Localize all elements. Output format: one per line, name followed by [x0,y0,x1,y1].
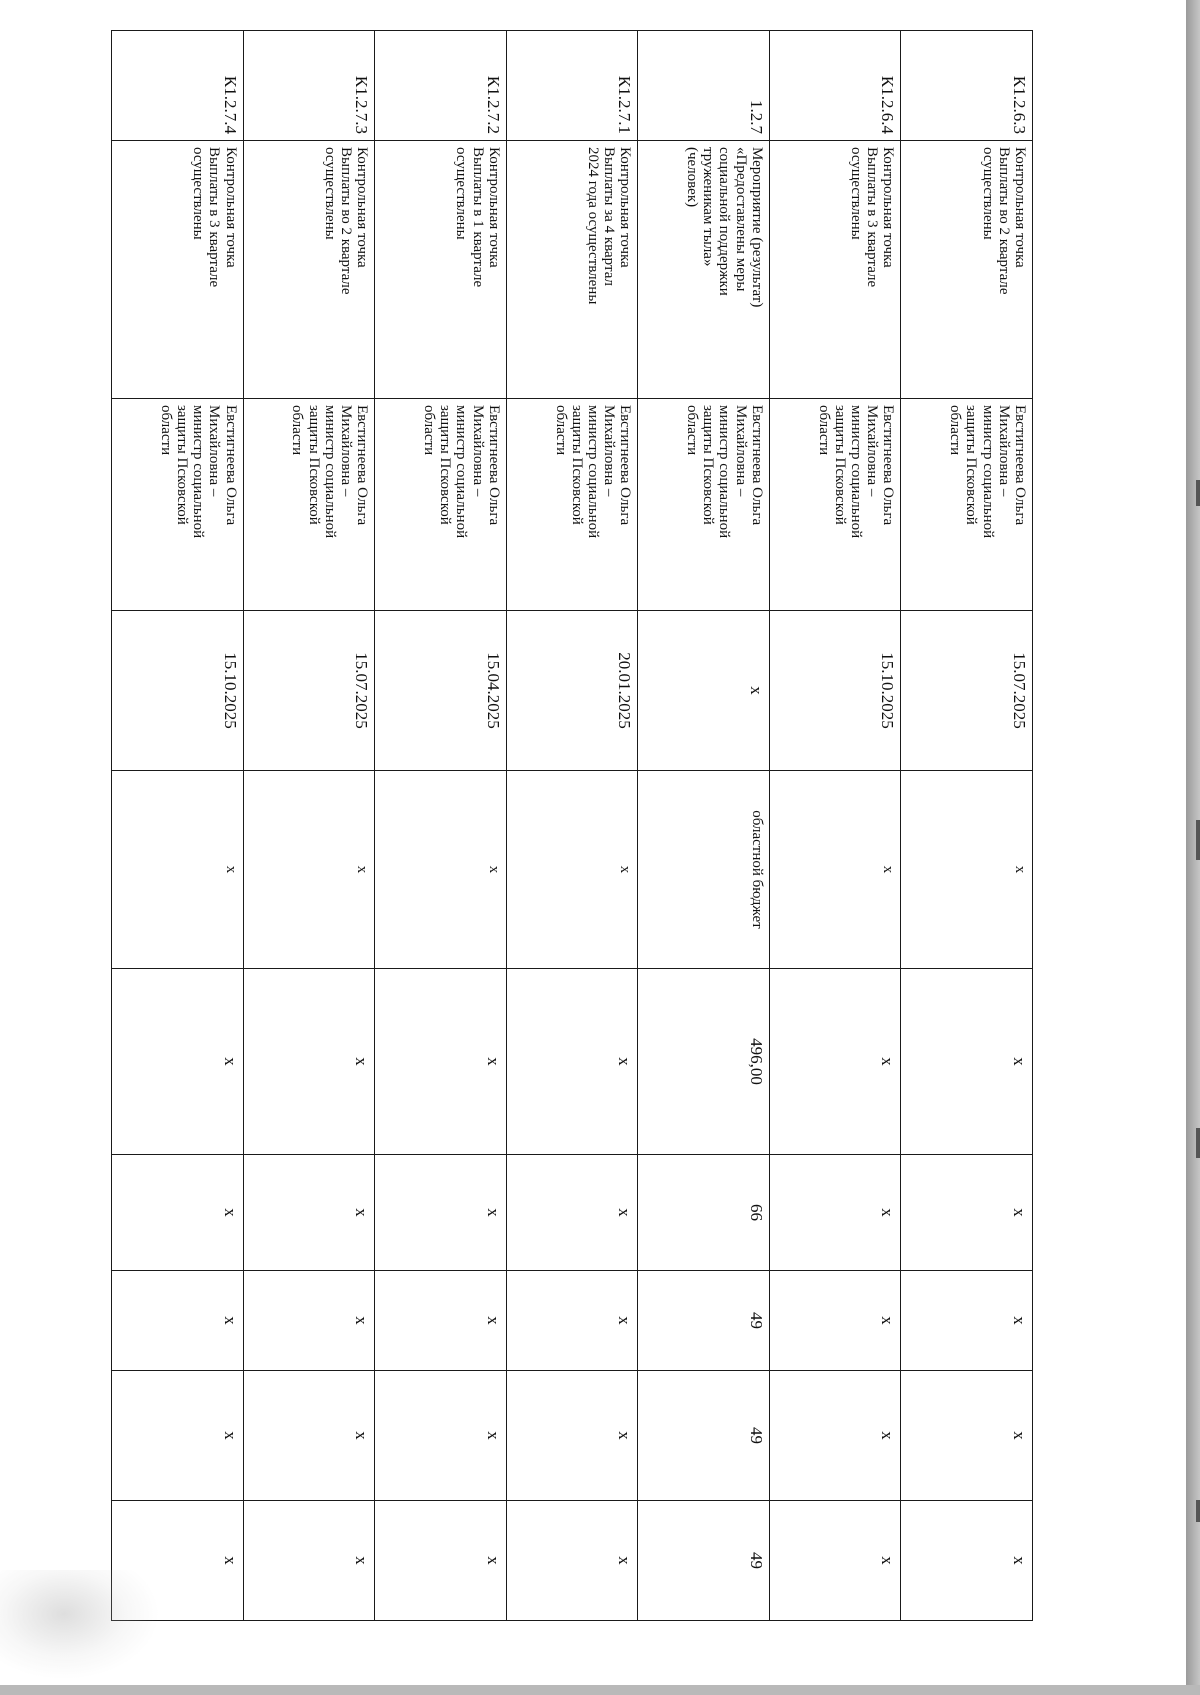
row-value-4: х [375,1501,507,1621]
row-code: К1.2.6.4 [769,31,901,141]
row-name-line: осуществлены [453,147,470,240]
row-responsible-line: министр социальной [848,405,865,539]
scan-mark [1196,480,1200,506]
row-value-3: х [112,1371,244,1501]
row-code: 1.2.7 [638,31,770,141]
row-responsible-line: защиты Псковской [305,405,322,525]
row-name-line: осуществлены [321,147,338,240]
row-name [901,141,1033,399]
table-body [112,31,1033,1621]
table-row [769,31,901,1621]
row-value-2: х [901,1271,1033,1371]
row-name-line: Контрольная точка [354,147,371,268]
row-amount: 496,00 [638,969,770,1155]
scan-mark [1196,1128,1200,1158]
row-name [112,141,244,399]
row-date: 15.04.2025 [375,611,507,771]
row-responsible [506,399,638,611]
table-row [506,31,638,1621]
row-value-1: х [375,1155,507,1271]
row-value-2: х [769,1271,901,1371]
row-responsible-line: Михайловна – [732,405,749,497]
row-responsible-line: области [289,405,306,456]
row-date: 15.10.2025 [769,611,901,771]
row-responsible-line: области [947,405,964,456]
row-name-line: Выплаты во 2 квартале [338,147,354,295]
row-funding-source: х [243,771,375,969]
row-name-line: (человек) [684,147,701,208]
row-name-line: Мероприятие (результат) [748,147,765,308]
row-responsible-line: защиты Псковской [700,405,717,525]
row-value-2: 49 [638,1271,770,1371]
row-responsible-line: Евстигнеева Ольга [1012,405,1028,526]
row-value-1: х [243,1155,375,1271]
row-responsible-line: министр социальной [190,405,207,539]
row-name [769,141,901,399]
scan-mark [1196,1500,1200,1522]
table-row [638,31,770,1621]
row-responsible-line: области [815,405,832,456]
row-responsible [769,399,901,611]
row-name-line: «Предоставлены меры [732,147,749,292]
row-responsible-line: Михайловна – [338,405,354,497]
table-row [112,31,244,1621]
row-amount: х [769,969,901,1155]
row-date: х [638,611,770,771]
row-responsible-line: Михайловна – [601,405,618,497]
row-value-3: х [506,1371,638,1501]
row-name-line: социальной поддержки [716,147,733,296]
row-name-line: осуществлены [190,147,207,240]
row-name-line: Контрольная точка [1012,147,1028,268]
row-responsible-line: министр социальной [979,405,996,539]
row-value-4: х [243,1501,375,1621]
row-value-2: х [375,1271,507,1371]
plan-table [111,30,1033,1621]
table-row [901,31,1033,1621]
row-name-line: Выплаты во 2 квартале [995,147,1012,295]
table-row [243,31,375,1621]
row-responsible-line: области [157,405,174,456]
row-responsible-line: Евстигнеева Ольга [354,405,371,526]
row-funding-source: областной бюджет [638,771,770,969]
row-responsible-line: Михайловна – [206,405,223,497]
row-value-3: х [243,1371,375,1501]
row-funding-source: х [506,771,638,969]
row-responsible-line: министр социальной [453,405,470,539]
row-responsible [901,399,1033,611]
row-responsible-line: министр социальной [584,405,601,539]
row-date: 15.10.2025 [112,611,244,771]
row-name [375,141,507,399]
row-name-line: Контрольная точка [485,147,502,268]
rotated-table-frame [111,30,1033,1620]
row-value-4: х [769,1501,901,1621]
row-value-2: х [112,1271,244,1371]
table-row [375,31,507,1621]
row-date: 15.07.2025 [901,611,1033,771]
row-responsible-line: области [421,405,437,456]
row-code: К1.2.7.2 [375,31,507,141]
row-code: К1.2.7.4 [112,31,244,141]
row-name-line: Контрольная точка [222,147,239,268]
row-value-1: х [769,1155,901,1271]
row-responsible-line: Евстигнеева Ольга [880,405,897,526]
row-name-line: осуществлены [848,147,865,240]
row-responsible-line: защиты Псковской [174,405,191,525]
row-responsible-line: министр социальной [716,405,733,539]
row-value-1: х [506,1155,638,1271]
row-value-2: х [506,1271,638,1371]
row-responsible-line: Михайловна – [864,405,881,497]
row-code: К1.2.7.1 [506,31,638,141]
row-value-1: 66 [638,1155,770,1271]
row-responsible-line: области [552,405,569,456]
row-responsible-line: Евстигнеева Ольга [222,405,239,526]
row-responsible-line: защиты Псковской [963,405,980,525]
row-value-3: х [375,1371,507,1501]
row-value-3: х [769,1371,901,1501]
row-name [638,141,770,399]
row-funding-source: х [901,771,1033,969]
scan-smudge [0,1570,160,1680]
row-responsible-line: Евстигнеева Ольга [485,405,502,526]
row-amount: х [112,969,244,1155]
row-responsible-line: области [684,405,701,456]
row-value-4: х [901,1501,1033,1621]
row-responsible-line: Михайловна – [469,405,486,497]
scanner-edge-bottom [0,1685,1200,1695]
row-value-3: х [901,1371,1033,1501]
row-name-line: Выплаты за 4 квартал [601,147,618,286]
row-value-2: х [243,1271,375,1371]
row-name [243,141,375,399]
row-name-line: осуществлены [979,147,996,240]
row-responsible-line: защиты Псковской [831,405,848,525]
row-value-3: 49 [638,1371,770,1501]
row-name-line: 2024 года осуществлены [584,147,601,305]
row-amount: х [901,969,1033,1155]
row-code: К1.2.7.3 [243,31,375,141]
row-responsible-line: Михайловна – [995,405,1012,497]
row-name-line: Контрольная точка [880,147,897,268]
row-value-4: 49 [638,1501,770,1621]
row-amount: х [375,969,507,1155]
row-responsible-line: защиты Псковской [437,405,454,525]
row-responsible-line: Евстигнеева Ольга [617,405,634,526]
row-responsible [375,399,507,611]
row-name-line: Выплаты в 3 квартале [864,147,881,288]
row-responsible-line: министр социальной [321,405,338,539]
row-name-line: труженикам тыла» [700,147,717,267]
row-name-line: Выплаты в 1 квартале [469,147,486,288]
row-name [506,141,638,399]
row-funding-source: х [375,771,507,969]
row-name-line: Контрольная точка [617,147,634,268]
row-date: 15.07.2025 [243,611,375,771]
scan-mark [1196,820,1200,860]
row-value-1: х [901,1155,1033,1271]
row-date: 20.01.2025 [506,611,638,771]
row-funding-source: х [112,771,244,969]
row-responsible-line: Евстигнеева Ольга [748,405,765,526]
row-funding-source: х [769,771,901,969]
row-responsible [243,399,375,611]
row-amount: х [506,969,638,1155]
row-value-1: х [112,1155,244,1271]
table-container [111,30,1033,1620]
row-value-4: х [506,1501,638,1621]
row-responsible [638,399,770,611]
row-responsible-line: защиты Псковской [568,405,585,525]
row-code: К1.2.6.3 [901,31,1033,141]
row-amount: х [243,969,375,1155]
row-name-line: Выплаты в 3 квартале [206,147,223,288]
row-responsible [112,399,244,611]
row-value-4: х [112,1501,244,1621]
